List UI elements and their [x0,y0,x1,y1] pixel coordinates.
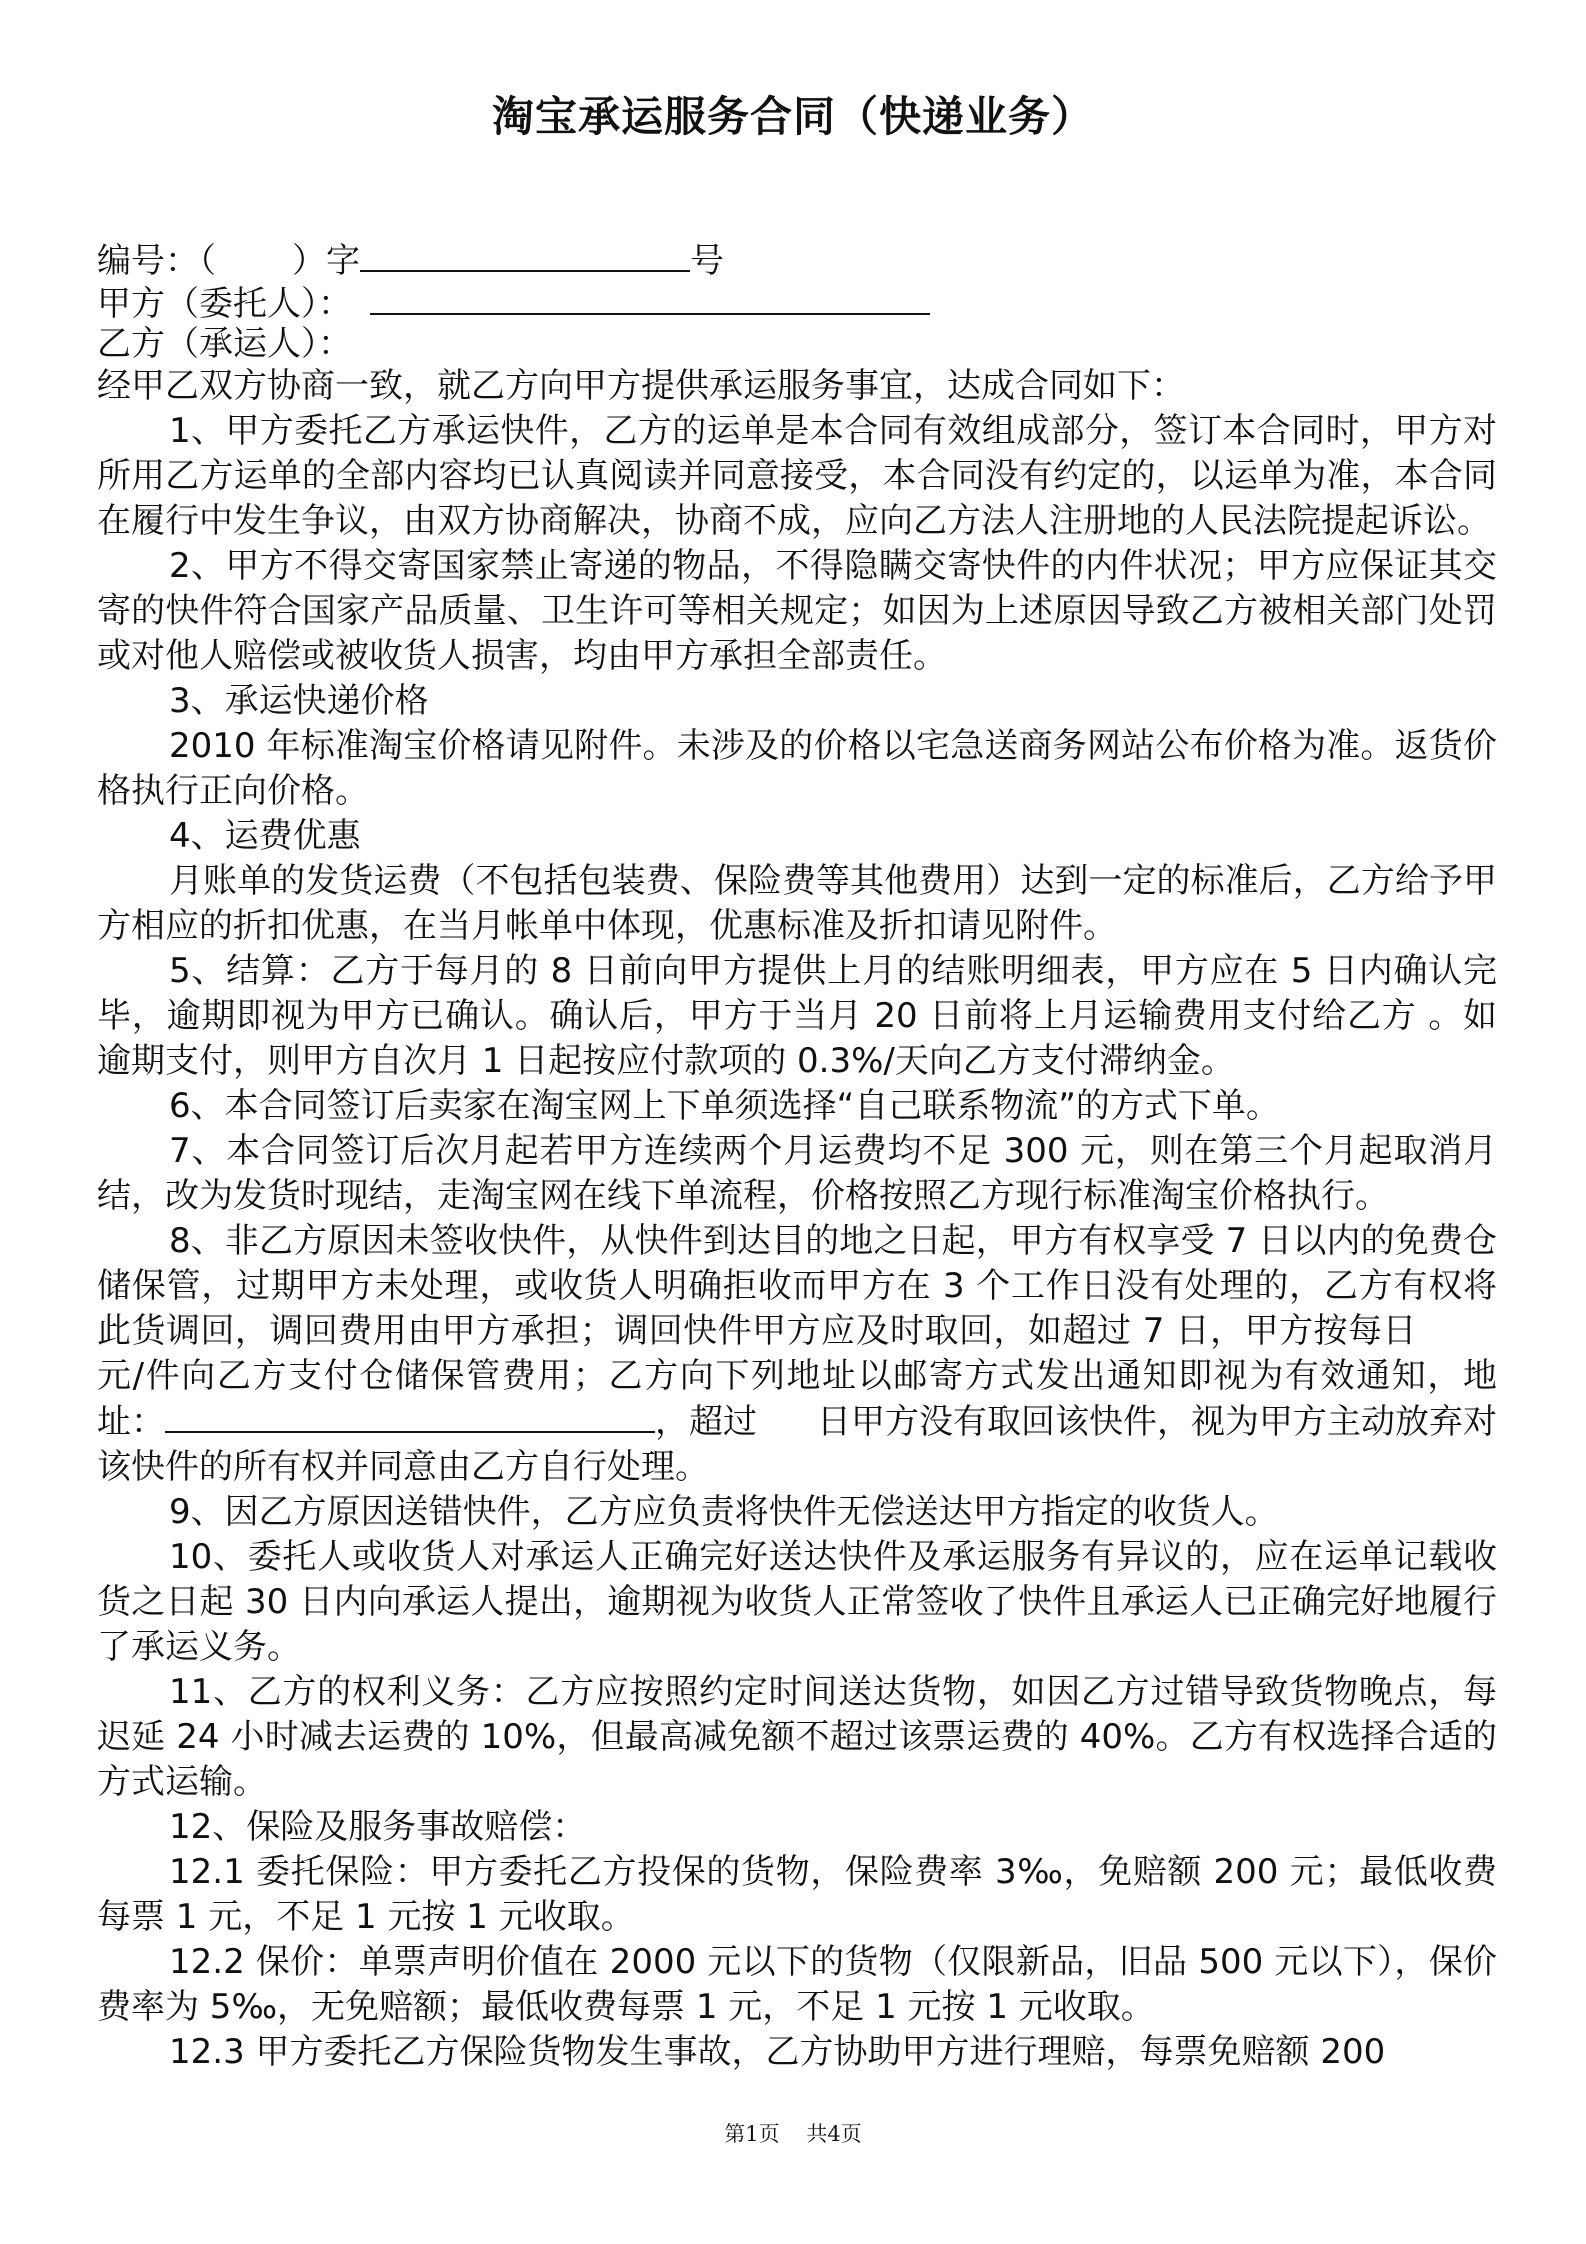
clause-12-heading: 12、保险及服务事故赔偿： [169,1807,587,1847]
clause-3-heading: 3、承运快递价格 [169,681,429,721]
page-total: 共4页 [806,2122,862,2146]
clause-12-2: 12.2 保价：单票声明价值在 2000 元以下的货物（仅限新品，旧品 500 元以下），保价费率为 5‰，无免赔额；最低收费每票 1 元，不足 1 元按 1 元收取。 [97,1942,1497,2027]
clause-10: 10、委托人或收货人对承运人正确完好送达快件及承运服务有异议的，应在运单记载收货之日起 30 日内向承运人提出，逾期视为收货人正常签收了快件且承运人已正确完好地履行了承运义务。 [97,1537,1497,1667]
address-blank [165,1399,655,1433]
clause-2: 2、甲方不得交寄国家禁止寄递的物品，不得隐瞒交寄快件的内件状况；甲方应保证其交寄的快件符合国家产品质量、卫生许可等相关规定；如因为上述原因导致乙方被相关部门处罚或对他人赔偿或被收货人损害，均由甲方承担全部责任。 [97,546,1497,676]
clause-12-3: 12.3 甲方委托乙方保险货物发生事故，乙方协助甲方进行理赔，每票免赔额 200 [169,2032,1386,2072]
clause-4-heading: 4、运费优惠 [169,816,361,856]
clause-8-part-2: 元/件向乙方支付仓储保管费用；乙方向下列地址以邮寄方式发出通知即视为有效通知，地址： [97,1356,1497,1442]
serial-year-blank [216,240,292,272]
party-b-label: 乙方（承运人）： [97,324,352,364]
party-a-blank [370,281,930,315]
clause-4-body: 月账单的发货运费（不包括包装费、保险费等其他费用）达到一定的标准后，乙方给予甲方相应的折扣优惠，在当月帐单中体现，优惠标准及折扣请见附件。 [97,861,1497,946]
serial-number-line [97,238,1497,281]
party-a-line [97,281,1497,324]
party-a-label: 甲方（委托人）： [97,284,352,324]
clause-8-part-4: 日甲方没有取回该快件，视为甲方主动放弃对该快件的所有权并同意由乙方自行处理。 [97,1402,1497,1487]
clause-8-part-1: 8、非乙方原因未签收快件，从快件到达目的地之日起，甲方有权享受 7 日以内的免费仓储保管，过期甲方未处理，或收货人明确拒收而甲方在 3 个工作日没有处理的，乙方有权将此货调回，调回费用由甲方承担；调回快件甲方应及时取回，如超过 7 日，甲方按每日 [97,1221,1497,1351]
clause-11: 11、乙方的权利义务：乙方应按照约定时间送达货物，如因乙方过错导致货物晚点，每迟延 24 小时减去运费的 10%，但最高减免额不超过该票运费的 40%。乙方有权选择合适的方式运输。 [97,1672,1497,1802]
page-number: 第1页 [724,2122,780,2146]
serial-number-blank [360,238,690,272]
party-b-line [97,324,1497,364]
clause-5: 5、结算：乙方于每月的 8 日前向甲方提供上月的结账明细表，甲方应在 5 日内确认完毕，逾期即视为甲方已确认。确认后，甲方于当月 20 日前将上月运输费用支付给乙方 。如逾期支付，则甲方自次月 1 日起按应付款项的 0.3%/天向乙方支付滞纳金。 [97,951,1497,1081]
clause-6: 6、本合同签订后卖家在淘宝网上下单须选择“自己联系物流”的方式下单。 [169,1086,1280,1126]
clause-1: 1、甲方委托乙方承运快件，乙方的运单是本合同有效组成部分，签订本合同时，甲方对所用乙方运单的全部内容均已认真阅读并同意接受，本合同没有约定的，以运单为准，本合同在履行中发生争议，由双方协商解决，协商不成，应向乙方法人注册地的人民法院提起诉讼。 [97,411,1497,541]
serial-mid: ）字 [292,241,360,281]
serial-suffix: 号 [690,241,724,281]
serial-prefix: 编号：（ [97,241,216,281]
clause-7: 7、本合同签订后次月起若甲方连续两个月运费均不足 300 元，则在第三个月起取消月结，改为发货时现结，走淘宝网在线下单流程，价格按照乙方现行标准淘宝价格执行。 [97,1131,1497,1216]
clause-8-part-3: ，超过 [655,1402,757,1442]
clause-12-1: 12.1 委托保险：甲方委托乙方投保的货物，保险费率 3‰，免赔额 200 元；最低收费每票 1 元，不足 1 元按 1 元收取。 [97,1852,1497,1937]
document-title: 淘宝承运服务合同（快递业务） [491,92,1094,141]
clause-9: 9、因乙方原因送错快件，乙方应负责将快件无偿送达甲方指定的收货人。 [169,1492,1279,1532]
page-footer [0,2118,1586,2148]
document-body [97,238,1497,2075]
clause-8 [97,1219,1497,1490]
clause-3-body: 2010 年标准淘宝价格请见附件。未涉及的价格以宅急送商务网站公布价格为准。返货价格执行正向价格。 [97,726,1497,811]
contract-intro: 经甲乙双方协商一致，就乙方向甲方提供承运服务事宜，达成合同如下： [97,366,1185,406]
